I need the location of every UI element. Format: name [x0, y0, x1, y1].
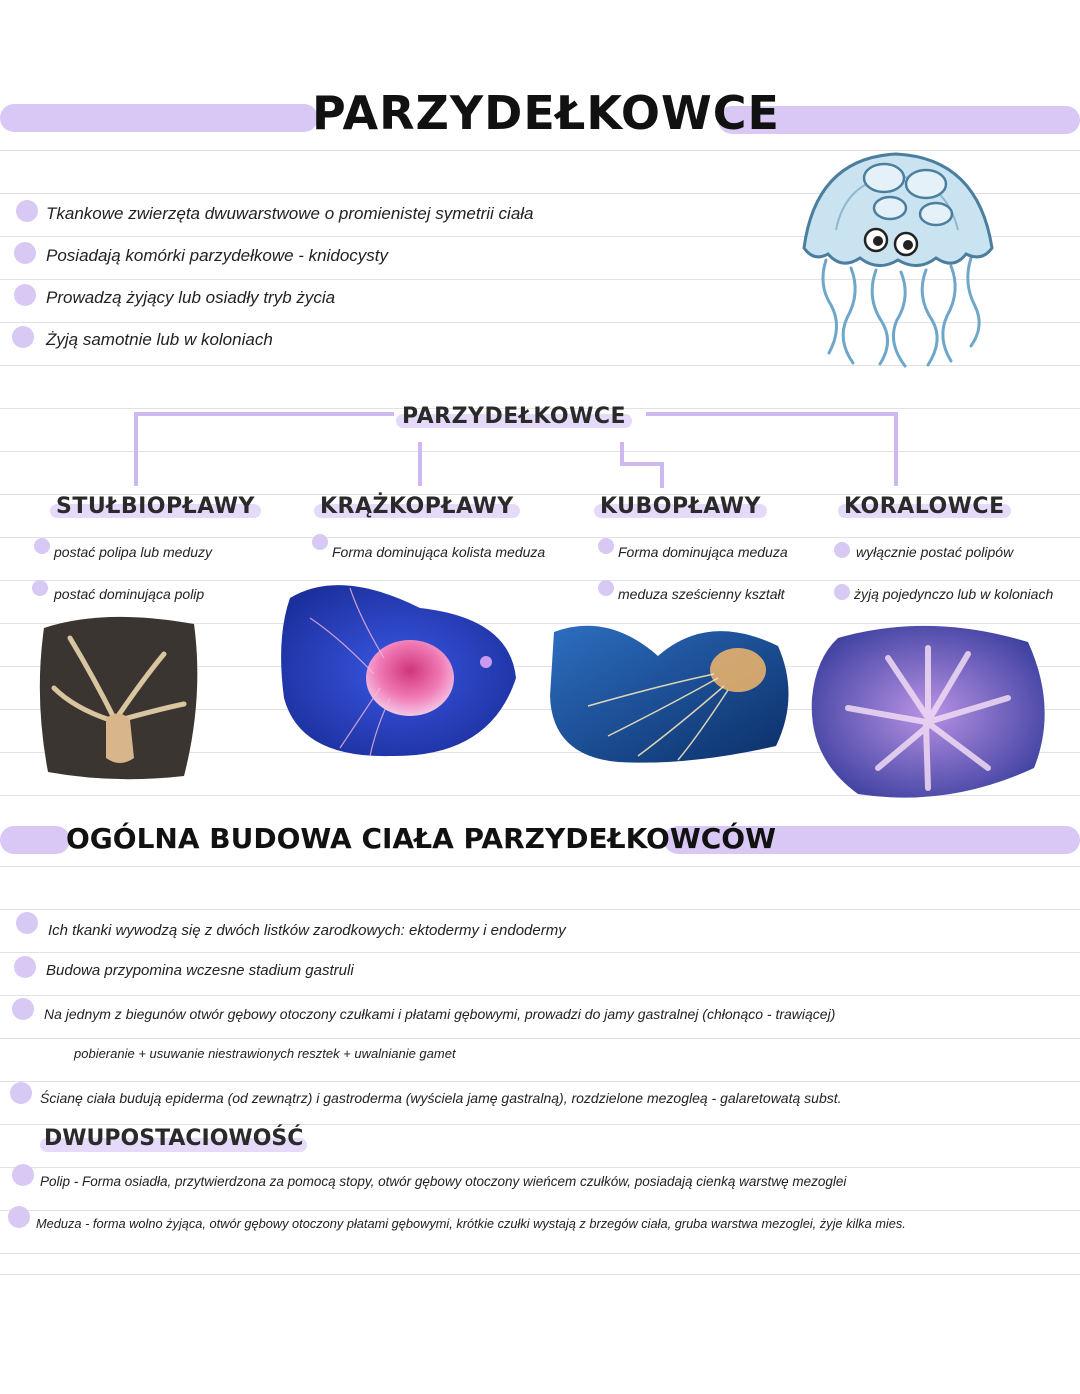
bullet — [8, 1206, 30, 1228]
koralowce-point-2: żyją pojedynczo lub w koloniach — [854, 586, 1054, 602]
bullet — [598, 538, 614, 554]
bullet — [312, 534, 328, 550]
category-koralowce: KORALOWCE — [838, 494, 1011, 519]
jellyfish-photo-krazkoplawy — [280, 578, 520, 764]
bullet — [14, 284, 36, 306]
kuboplawy-point-2: meduza sześcienny kształt — [618, 586, 785, 602]
tree-connector — [418, 442, 422, 486]
bullet — [16, 912, 38, 934]
dimorphism-polip: Polip - Forma osiadła, przytwierdzona za pomocą stopy, otwór gębowy otoczony wieńcem czułków, posiadają cienką warstwę mezoglei — [40, 1174, 847, 1189]
budowa-point-2: Budowa przypomina wczesne stadium gastruli — [46, 962, 354, 979]
intro-point-1: Tkankowe zwierzęta dwuwarstwowe o promienistej symetrii ciała — [46, 204, 534, 223]
tree-connector — [646, 412, 898, 416]
budowa-point-4: Ścianę ciała budują epiderma (od zewnątrz) i gastroderma (wyściela jamę gastralną), rozdzielone mezogleą - galaretowatą subst. — [40, 1090, 842, 1106]
diagram-root: PARZYDEŁKOWCE — [396, 404, 632, 429]
stulbioplawy-point-1: postać polipa lub meduzy — [54, 544, 212, 560]
dimorphism-title: DWUPOSTACIOWOŚĆ — [40, 1126, 307, 1151]
bullet — [834, 542, 850, 558]
intro-point-2: Posiadają komórki parzydełkowe - knidocysty — [46, 246, 389, 265]
category-stulbioplawy: STUŁBIOPŁAWY — [50, 494, 261, 519]
bullet — [32, 580, 48, 596]
bullet — [12, 326, 34, 348]
category-krazkoplawy: KRĄŻKOPŁAWY — [314, 494, 520, 519]
budowa-point-3: Na jednym z biegunów otwór gębowy otoczony czułkami i płatami gębowymi, prowadzi do jamy gastralnej (chłonąco - trawiącej) — [44, 1006, 836, 1022]
bullet — [34, 538, 50, 554]
budowa-note: pobieranie + usuwanie niestrawionych resztek + uwalnianie gamet — [74, 1046, 456, 1061]
section-highlight-left — [0, 826, 70, 854]
bullet — [12, 1164, 34, 1186]
bullet — [598, 580, 614, 596]
tree-connector — [660, 462, 664, 488]
page-title: PARZYDEŁKOWCE — [312, 86, 780, 140]
bullet — [14, 956, 36, 978]
section-title-budowa: OGÓLNA BUDOWA CIAŁA PARZYDEŁKOWCÓW — [66, 822, 776, 855]
stulbioplawy-point-2: postać dominująca polip — [54, 586, 205, 602]
kuboplawy-point-1: Forma dominująca meduza — [618, 544, 788, 560]
bullet — [12, 998, 34, 1020]
bullet — [10, 1082, 32, 1104]
hydra-photo — [34, 608, 202, 780]
tree-connector — [134, 412, 138, 486]
bullet — [834, 584, 850, 600]
dimorphism-meduza: Meduza - forma wolno żyjąca, otwór gębowy otoczony płatami gębowymi, krótkie czułki wystają z brzegów ciała, gruba warstwa mezoglei, żyje kilka mies. — [36, 1216, 906, 1231]
bullet — [14, 242, 36, 264]
koralowce-point-1: wyłącznie postać polipów — [856, 544, 1014, 560]
bullet — [16, 200, 38, 222]
krazkoplawy-point-1: Forma dominująca kolista meduza — [332, 544, 546, 560]
category-kuboplawy: KUBOPŁAWY — [594, 494, 767, 519]
coral-photo — [808, 618, 1054, 802]
tree-connector — [134, 412, 394, 416]
jellyfish-illustration — [796, 150, 996, 375]
intro-point-4: Żyją samotnie lub w koloniach — [46, 330, 273, 349]
budowa-point-1: Ich tkanki wywodzą się z dwóch listków zarodkowych: ektodermy i endodermy — [48, 922, 566, 939]
title-highlight-left — [0, 104, 318, 132]
jellyfish-photo-kuboplawy — [548, 616, 796, 764]
tree-connector — [620, 462, 664, 466]
intro-point-3: Prowadzą żyjący lub osiadły tryb życia — [46, 288, 336, 307]
tree-connector — [894, 412, 898, 486]
